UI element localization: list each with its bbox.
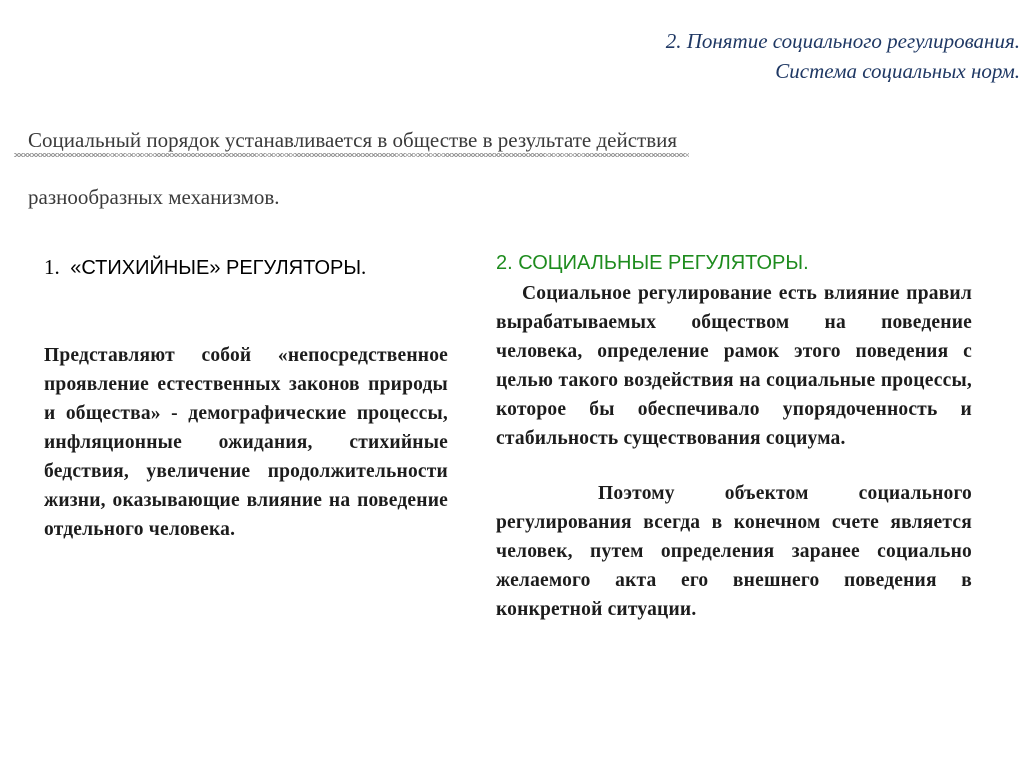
left-heading-end: .: [361, 255, 367, 279]
intro-line-1: [28, 126, 677, 154]
right-paragraph-2: Поэтому объектом социального регулирования всегда в конечном счете является человек, путем определения заранее социально желаемого акта его внешнего поведения в конкретной ситуации.: [496, 483, 972, 620]
right-paragraph-1: Социальное регулирование есть влияние правил вырабатываемых обществом на поведение человека, определение рамок этого поведения с целью такого воздействия на социальные процессы, которое бы обеспечивало упорядоченность и стабильность существования социума.: [496, 283, 972, 449]
intro-line-2: разнообразных механизмов.: [28, 185, 280, 209]
slide-title: [420, 26, 1020, 86]
left-paragraph: Представляют собой «непосредственное проявление естественных законов природы и общества» - демографические процессы, инфляционные ожидания, стихийные бедствия, увеличение продолжительности жизни, оказывающие влияние на поведение отдельного человека.: [44, 345, 448, 540]
left-heading-caps: «СТИХИЙНЫЕ» РЕГУЛЯТОРЫ: [70, 257, 362, 279]
left-column: [44, 250, 448, 544]
intro-text-line-1: Социальный порядок устанавливается в обществе в результате действия: [28, 128, 678, 152]
right-column: [496, 250, 972, 624]
left-heading-number: 1.: [44, 255, 60, 279]
slide-title-line-2: Система социальных норм.: [775, 59, 1020, 83]
left-heading: [44, 252, 448, 283]
slide-title-line-1: 2. Понятие социального регулирования.: [665, 29, 1020, 53]
right-heading: 2. СОЦИАЛЬНЫЕ РЕГУЛЯТОРЫ.: [496, 252, 809, 274]
